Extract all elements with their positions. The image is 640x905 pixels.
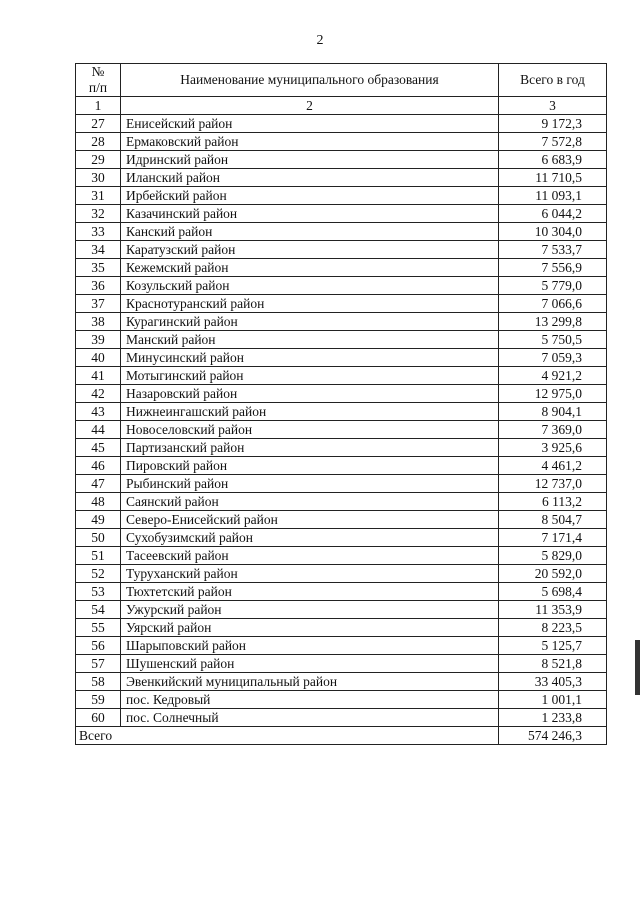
column-index-row [76,97,607,115]
annual-total: 7 369,0 [499,421,607,439]
row-number: 50 [76,529,121,547]
district-name: Козульский район [121,277,499,295]
table-row [76,295,607,313]
total-value: 574 246,3 [499,727,607,745]
annual-total: 6 044,2 [499,205,607,223]
district-name: Кежемский район [121,259,499,277]
header-name: Наименование муниципального образования [121,64,499,97]
row-number: 48 [76,493,121,511]
total-label: Всего [76,727,499,745]
row-number: 42 [76,385,121,403]
row-number: 38 [76,313,121,331]
annual-total: 7 059,3 [499,349,607,367]
district-name: Шушенский район [121,655,499,673]
annual-total: 12 975,0 [499,385,607,403]
district-name: Краснотуранский район [121,295,499,313]
header-total: Всего в год [499,64,607,97]
annual-total: 7 171,4 [499,529,607,547]
row-number: 37 [76,295,121,313]
district-name: Ирбейский район [121,187,499,205]
allocation-table [75,63,607,745]
district-name: Каратузский район [121,241,499,259]
annual-total: 4 921,2 [499,367,607,385]
row-number: 43 [76,403,121,421]
annual-total: 8 904,1 [499,403,607,421]
table-row [76,385,607,403]
row-number: 53 [76,583,121,601]
district-name: Нижнеингашский район [121,403,499,421]
district-name: Рыбинский район [121,475,499,493]
table-row [76,403,607,421]
district-name: Канский район [121,223,499,241]
row-number: 28 [76,133,121,151]
page-number: 2 [316,33,324,48]
annual-total: 5 779,0 [499,277,607,295]
district-name: Минусинский район [121,349,499,367]
table-row [76,133,607,151]
district-name: Манский район [121,331,499,349]
row-number: 60 [76,709,121,727]
table-row [76,421,607,439]
row-number: 59 [76,691,121,709]
table-row [76,475,607,493]
annual-total: 4 461,2 [499,457,607,475]
district-name: Шарыповский район [121,637,499,655]
row-number: 51 [76,547,121,565]
district-name: Ермаковский район [121,133,499,151]
table-row [76,439,607,457]
row-number: 46 [76,457,121,475]
row-number: 58 [76,673,121,691]
district-name: Саянский район [121,493,499,511]
district-name: Казачинский район [121,205,499,223]
district-name: Сухобузимский район [121,529,499,547]
district-name: Эвенкийский муниципальный район [121,673,499,691]
row-number: 41 [76,367,121,385]
annual-total: 20 592,0 [499,565,607,583]
table-row [76,619,607,637]
annual-total: 7 556,9 [499,259,607,277]
row-number: 49 [76,511,121,529]
district-name: Енисейский район [121,115,499,133]
annual-total: 8 521,8 [499,655,607,673]
table-row [76,493,607,511]
row-number: 40 [76,349,121,367]
table-row [76,511,607,529]
table-row [76,241,607,259]
header-num [76,64,121,97]
annual-total: 11 353,9 [499,601,607,619]
column-index: 3 [499,97,607,115]
header-row [76,64,607,97]
table-row [76,223,607,241]
row-number: 45 [76,439,121,457]
table-row [76,637,607,655]
district-name: Партизанский район [121,439,499,457]
table-row [76,457,607,475]
table-row [76,205,607,223]
district-name: Мотыгинский район [121,367,499,385]
row-number: 39 [76,331,121,349]
row-number: 33 [76,223,121,241]
table-row [76,709,607,727]
annual-total: 5 698,4 [499,583,607,601]
district-name: Туруханский район [121,565,499,583]
district-name: Ужурский район [121,601,499,619]
table-row [76,367,607,385]
row-number: 31 [76,187,121,205]
annual-total: 7 066,6 [499,295,607,313]
table-row [76,583,607,601]
table-row [76,673,607,691]
district-name: Назаровский район [121,385,499,403]
table-row [76,277,607,295]
annual-total: 8 504,7 [499,511,607,529]
table-row [76,331,607,349]
annual-total: 10 304,0 [499,223,607,241]
annual-total: 6 113,2 [499,493,607,511]
column-index: 1 [76,97,121,115]
annual-total: 11 710,5 [499,169,607,187]
table-row [76,547,607,565]
annual-total: 5 125,7 [499,637,607,655]
row-number: 32 [76,205,121,223]
row-number: 35 [76,259,121,277]
row-number: 56 [76,637,121,655]
row-number: 44 [76,421,121,439]
row-number: 36 [76,277,121,295]
row-number: 27 [76,115,121,133]
annual-total: 5 750,5 [499,331,607,349]
row-number: 57 [76,655,121,673]
table-row [76,115,607,133]
district-name: Пировский район [121,457,499,475]
row-number: 47 [76,475,121,493]
annual-total: 12 737,0 [499,475,607,493]
annual-total: 3 925,6 [499,439,607,457]
scan-edge-mark [635,640,640,695]
table-row [76,349,607,367]
total-row [76,727,607,745]
district-name: Тюхтетский район [121,583,499,601]
table-row [76,601,607,619]
district-name: Новоселовский район [121,421,499,439]
row-number: 29 [76,151,121,169]
table-row [76,691,607,709]
annual-total: 13 299,8 [499,313,607,331]
row-number: 30 [76,169,121,187]
annual-total: 1 001,1 [499,691,607,709]
table-row [76,655,607,673]
header-num-symbol: № [91,64,105,79]
annual-total: 11 093,1 [499,187,607,205]
annual-total: 8 223,5 [499,619,607,637]
table-row [76,151,607,169]
table-row [76,529,607,547]
district-name: Идринский район [121,151,499,169]
district-name: пос. Солнечный [121,709,499,727]
district-name: Уярский район [121,619,499,637]
annual-total: 7 533,7 [499,241,607,259]
header-num-abbr: п/п [88,80,108,95]
district-name: Иланский район [121,169,499,187]
district-name: Северо-Енисейский район [121,511,499,529]
annual-total: 7 572,8 [499,133,607,151]
table-row [76,313,607,331]
row-number: 54 [76,601,121,619]
district-name: Курагинский район [121,313,499,331]
table-row [76,565,607,583]
district-name: пос. Кедровый [121,691,499,709]
annual-total: 9 172,3 [499,115,607,133]
annual-total: 5 829,0 [499,547,607,565]
annual-total: 33 405,3 [499,673,607,691]
table-row [76,187,607,205]
row-number: 52 [76,565,121,583]
row-number: 34 [76,241,121,259]
table-row [76,169,607,187]
annual-total: 6 683,9 [499,151,607,169]
annual-total: 1 233,8 [499,709,607,727]
table-row [76,259,607,277]
column-index: 2 [121,97,499,115]
row-number: 55 [76,619,121,637]
district-name: Тасеевский район [121,547,499,565]
